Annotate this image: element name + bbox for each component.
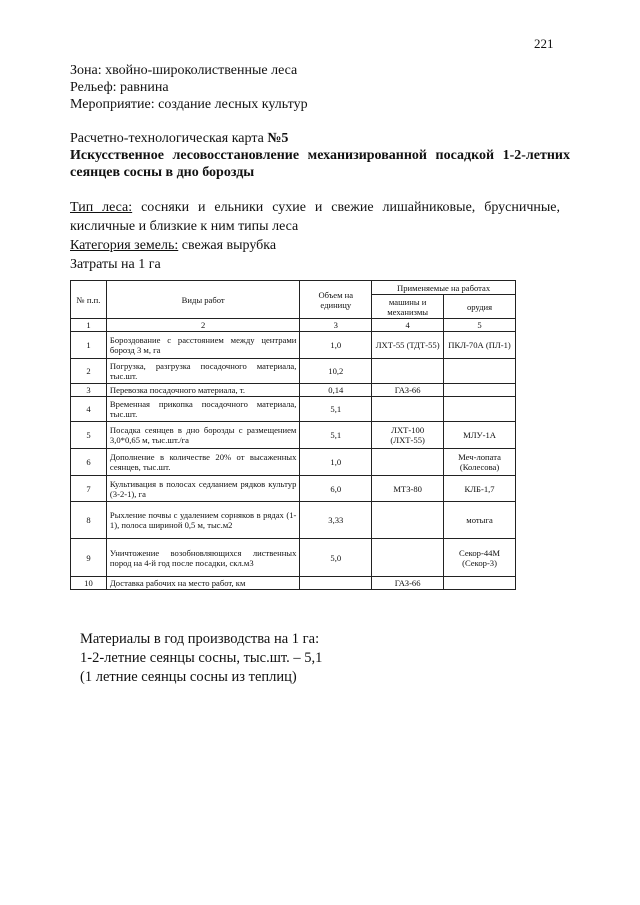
row-num: 9 bbox=[71, 539, 107, 577]
row-machines: ЛХТ-55 (ТДТ-55) bbox=[372, 332, 444, 359]
row-num: 1 bbox=[71, 332, 107, 359]
row-volume: 0,14 bbox=[300, 384, 372, 397]
table-row bbox=[71, 476, 516, 502]
row-num: 10 bbox=[71, 577, 107, 590]
row-volume: 5,1 bbox=[300, 397, 372, 422]
row-machines bbox=[372, 502, 444, 539]
row-tools: ПКЛ-70А (ПЛ-1) bbox=[444, 332, 516, 359]
materials-block bbox=[80, 630, 322, 687]
row-work: Культивация в полосах седланием рядков культур (3-2-1), га bbox=[106, 476, 299, 502]
row-num: 2 bbox=[71, 359, 107, 384]
costs-line: Затраты на 1 га bbox=[70, 257, 161, 272]
description-block bbox=[70, 198, 560, 274]
row-work: Рыхление почвы с удалением сорняков в рядах (1-1), полоса шириной 0,5 м, тыс.м2 bbox=[106, 502, 299, 539]
row-work: Перевозка посадочного материала, т. bbox=[106, 384, 299, 397]
row-tools bbox=[444, 384, 516, 397]
row-machines bbox=[372, 359, 444, 384]
forest-type bbox=[70, 198, 560, 236]
row-num: 8 bbox=[71, 502, 107, 539]
forest-type-label: Тип леса: bbox=[70, 200, 133, 215]
table-row bbox=[71, 502, 516, 539]
row-volume bbox=[300, 577, 372, 590]
row-machines: ЛХТ-100 (ЛХТ-55) bbox=[372, 422, 444, 449]
row-tools bbox=[444, 397, 516, 422]
row-work: Бороздование с расстоянием между центрами борозд 3 м, га bbox=[106, 332, 299, 359]
card-number: №5 bbox=[267, 131, 289, 146]
header-volume: Объем на единицу bbox=[300, 281, 372, 319]
table-row bbox=[71, 539, 516, 577]
column-number: 5 bbox=[444, 319, 516, 332]
column-number: 1 bbox=[71, 319, 107, 332]
row-volume: 3,33 bbox=[300, 502, 372, 539]
forest-type-value: сосняки и ельники сухие и свежие лишайниковые, брусничные, кисличные и близкие к ним типы леса bbox=[70, 200, 560, 234]
column-number: 4 bbox=[372, 319, 444, 332]
row-tools: Меч-лопата (Колесова) bbox=[444, 449, 516, 476]
column-number: 2 bbox=[106, 319, 299, 332]
header-num: № п.п. bbox=[71, 281, 107, 319]
row-num: 5 bbox=[71, 422, 107, 449]
header-work: Виды работ bbox=[106, 281, 299, 319]
row-work: Временная прикопка посадочного материала, тыс.шт. bbox=[106, 397, 299, 422]
table-row bbox=[71, 397, 516, 422]
row-volume: 6,0 bbox=[300, 476, 372, 502]
row-tools: МЛУ-1А bbox=[444, 422, 516, 449]
row-tools bbox=[444, 359, 516, 384]
table-row bbox=[71, 577, 516, 590]
row-work: Уничтожение возобновляющихся лиственных пород на 4-й год после посадки, скл.м3 bbox=[106, 539, 299, 577]
row-volume: 5,1 bbox=[300, 422, 372, 449]
row-machines: ГАЗ-66 bbox=[372, 384, 444, 397]
table-row bbox=[71, 359, 516, 384]
header-machines: машины и механизмы bbox=[372, 295, 444, 319]
table-row bbox=[71, 449, 516, 476]
materials-line-1: 1-2-летние сеянцы сосны, тыс.шт. – 5,1 bbox=[80, 650, 323, 666]
row-machines bbox=[372, 539, 444, 577]
card-label: Расчетно-технологическая карта bbox=[70, 131, 264, 146]
table-row bbox=[71, 332, 516, 359]
row-tools: КЛБ-1,7 bbox=[444, 476, 516, 502]
row-machines: ГАЗ-66 bbox=[372, 577, 444, 590]
measure-line: Мероприятие: создание лесных культур bbox=[70, 97, 308, 112]
works-table bbox=[70, 280, 516, 590]
header-applied: Применяемые на работах bbox=[372, 281, 516, 295]
table-row bbox=[71, 422, 516, 449]
row-volume: 10,2 bbox=[300, 359, 372, 384]
row-work: Погрузка, разгрузка посадочного материала, тыс.шт. bbox=[106, 359, 299, 384]
land-category bbox=[70, 236, 560, 255]
card-title: Искусственное лесовосстановление механизированной посадкой 1-2-летних сеянцев сосны в дно борозды bbox=[70, 148, 570, 180]
row-volume: 1,0 bbox=[300, 449, 372, 476]
header-tools: орудия bbox=[444, 295, 516, 319]
row-work: Посадка сеянцев в дно борозды с размещением 3,0*0,65 м, тыс.шт./га bbox=[106, 422, 299, 449]
row-work: Доставка рабочих на место работ, км bbox=[106, 577, 299, 590]
row-machines bbox=[372, 397, 444, 422]
row-tools: мотыга bbox=[444, 502, 516, 539]
table-row bbox=[71, 384, 516, 397]
row-volume: 1,0 bbox=[300, 332, 372, 359]
row-num: 4 bbox=[71, 397, 107, 422]
page-number: 221 bbox=[534, 36, 554, 51]
land-category-value: свежая вырубка bbox=[178, 238, 277, 253]
card-title-block bbox=[70, 130, 570, 181]
row-num: 3 bbox=[71, 384, 107, 397]
land-category-label: Категория земель: bbox=[70, 238, 179, 253]
row-num: 7 bbox=[71, 476, 107, 502]
row-volume: 5,0 bbox=[300, 539, 372, 577]
header bbox=[70, 62, 308, 113]
card-label-line bbox=[70, 130, 570, 147]
materials-title: Материалы в год производства на 1 га: bbox=[80, 631, 320, 647]
row-machines: МТЗ-80 bbox=[372, 476, 444, 502]
row-tools: Секор-44М (Секор-3) bbox=[444, 539, 516, 577]
materials-line-2: (1 летние сеянцы сосны из теплиц) bbox=[80, 669, 297, 685]
relief-line: Рельеф: равнина bbox=[70, 80, 169, 95]
zone-line: Зона: хвойно-широколиственные леса bbox=[70, 63, 298, 78]
row-tools bbox=[444, 577, 516, 590]
row-machines bbox=[372, 449, 444, 476]
column-number: 3 bbox=[300, 319, 372, 332]
row-work: Дополнение в количестве 20% от высаженных сеянцев, тыс.шт. bbox=[106, 449, 299, 476]
row-num: 6 bbox=[71, 449, 107, 476]
